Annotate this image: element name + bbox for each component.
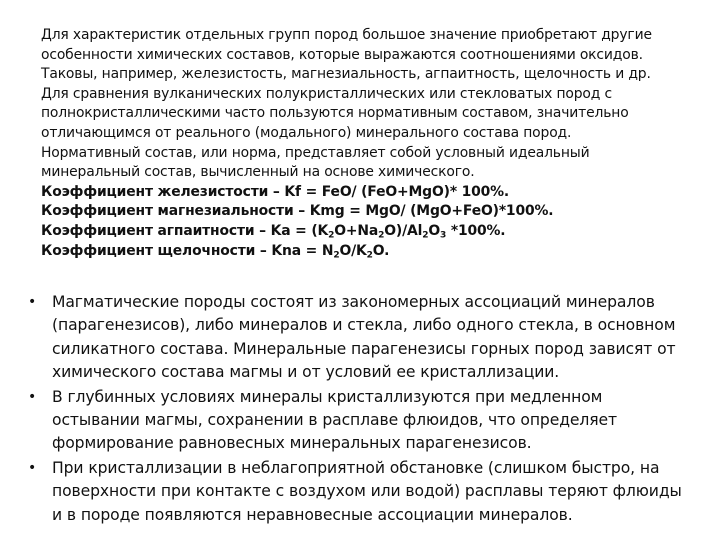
bullet-line: формирование равновесных минеральных парагенезисов. <box>52 434 532 453</box>
intro-line: отличающимся от реального (модального) минерального состава пород. <box>41 124 572 141</box>
intro-line: полнокристаллическими часто пользуются нормативным составом, значительно <box>41 105 629 122</box>
intro-line: Для сравнения вулканических полукристаллических или стекловатых пород с <box>41 85 612 102</box>
bullet-marker: • <box>28 459 37 476</box>
bullet-marker: • <box>28 388 37 405</box>
bullet-item <box>28 386 698 456</box>
formula-magnesium: Коэффициент магнезиальности – Kmg = MgO/ (MgO+FeO)*100%. <box>41 203 554 220</box>
intro-line: минеральный состав, вычисленный на основе химического. <box>41 164 475 181</box>
intro-line: особенности химических составов, которые выражаются соотношениями оксидов. <box>41 46 643 63</box>
formula-alkalinity: Коэффициент щелочности – Kna = $N_2O/K_2O$. <box>41 242 390 261</box>
bullet-item <box>28 291 698 385</box>
formula-list <box>41 183 693 261</box>
bullet-item <box>28 457 698 527</box>
bullet-line: силикатного состава. Минеральные парагенезисы горных пород зависят от <box>52 339 676 358</box>
bullet-line: (парагенезисов), либо минералов и стекла, либо одного стекла, в основном <box>52 316 676 335</box>
formula-agpaitic: Коэффициент агпаитности – $Ka = (K_2O+Na_2O)/Al_2O_3$ *100%. <box>41 222 506 241</box>
bullet-line: Магматические породы состоят из закономерных ассоциаций минералов <box>52 293 655 311</box>
formula-iron: Коэффициент железистости – Kf = FeO/ (FeO+MgO)* 100%. <box>41 183 510 200</box>
bullet-line: химического состава магмы и от условий ее кристаллизации. <box>52 363 560 382</box>
bullet-line: поверхности при контакте с воздухом или водой) расплавы теряют флюиды <box>52 482 682 501</box>
intro-block <box>41 26 693 261</box>
intro-line: Таковы, например, железистость, магнезиальность, агпаитность, щелочность и др. <box>41 66 651 83</box>
bullet-line: остывании магмы, сохранении в расплаве флюидов, что определяет <box>52 411 618 430</box>
bullet-line: и в породе появляются неравновесные ассоциации минералов. <box>52 505 573 524</box>
bullet-line: В глубинных условиях минералы кристаллизуются при медленном <box>52 387 603 406</box>
bullet-line: При кристаллизации в неблагоприятной обстановке (слишком быстро, на <box>52 458 660 477</box>
bullet-list <box>28 291 698 528</box>
intro-line: Для характеристик отдельных групп пород большое значение приобретают другие <box>41 27 652 43</box>
bullet-marker: • <box>28 294 37 310</box>
intro-line: Нормативный состав, или норма, представляет собой условный идеальный <box>41 144 590 161</box>
